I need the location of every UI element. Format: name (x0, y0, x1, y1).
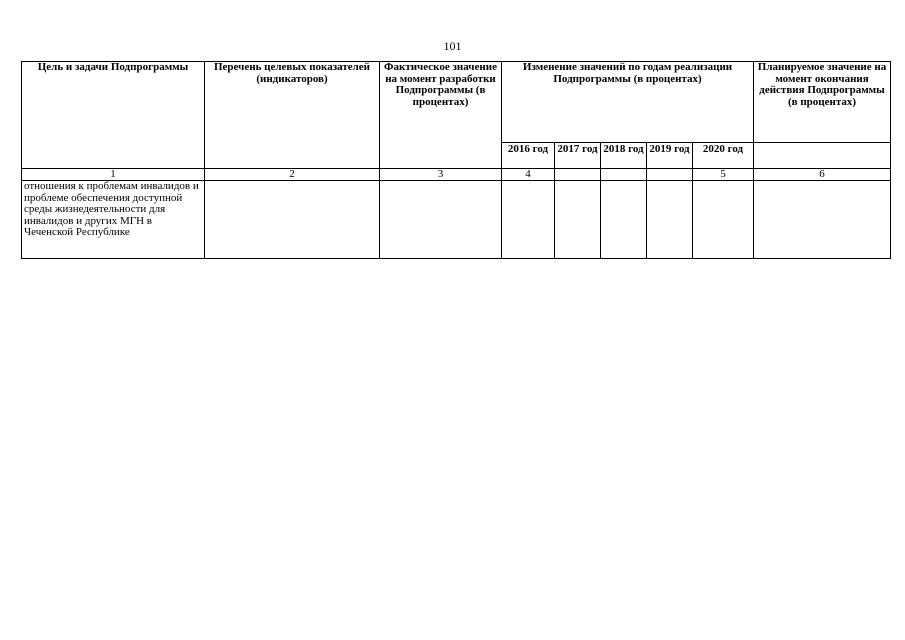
header-planned-value-empty (754, 143, 891, 169)
table-row (22, 181, 891, 259)
table-header-row (22, 62, 891, 143)
cell-actual-value (380, 181, 502, 259)
header-change-by-years: Изменение значений по годам реализации Подпрограммы (в процентах) (502, 62, 754, 143)
header-year-2018: 2018 год (601, 143, 647, 169)
column-number: 2 (205, 169, 380, 181)
column-number (555, 169, 601, 181)
indicators-table (21, 61, 891, 259)
cell-indicators (205, 181, 380, 259)
cell-2018 (601, 181, 647, 259)
column-number: 1 (22, 169, 205, 181)
cell-2020 (693, 181, 754, 259)
cell-2016 (502, 181, 555, 259)
header-goal: Цель и задачи Подпрограммы (22, 62, 205, 169)
column-number-row (22, 169, 891, 181)
header-year-2016: 2016 год (502, 143, 555, 169)
page-number: 101 (443, 39, 462, 53)
column-number: 5 (693, 169, 754, 181)
column-number (647, 169, 693, 181)
header-year-2019: 2019 год (647, 143, 693, 169)
header-actual-value: Фактическое значение на момент разработки Подпрограммы (в процентах) (380, 62, 502, 169)
column-number (601, 169, 647, 181)
column-number: 6 (754, 169, 891, 181)
header-planned-value: Планируемое значение на момент окончания действия Подпрограммы (в процентах) (754, 62, 891, 143)
cell-planned-value (754, 181, 891, 259)
header-indicators: Перечень целевых показателей (индикаторов) (205, 62, 380, 169)
cell-2019 (647, 181, 693, 259)
column-number: 4 (502, 169, 555, 181)
header-year-2017: 2017 год (555, 143, 601, 169)
column-number: 3 (380, 169, 502, 181)
cell-goal: отношения к проблемам инвалидов и проблеме обеспечения доступной среды жизнедеятельности для инвалидов и других МГН в Чеченской Республике (22, 181, 205, 259)
header-year-2020: 2020 год (693, 143, 754, 169)
cell-2017 (555, 181, 601, 259)
